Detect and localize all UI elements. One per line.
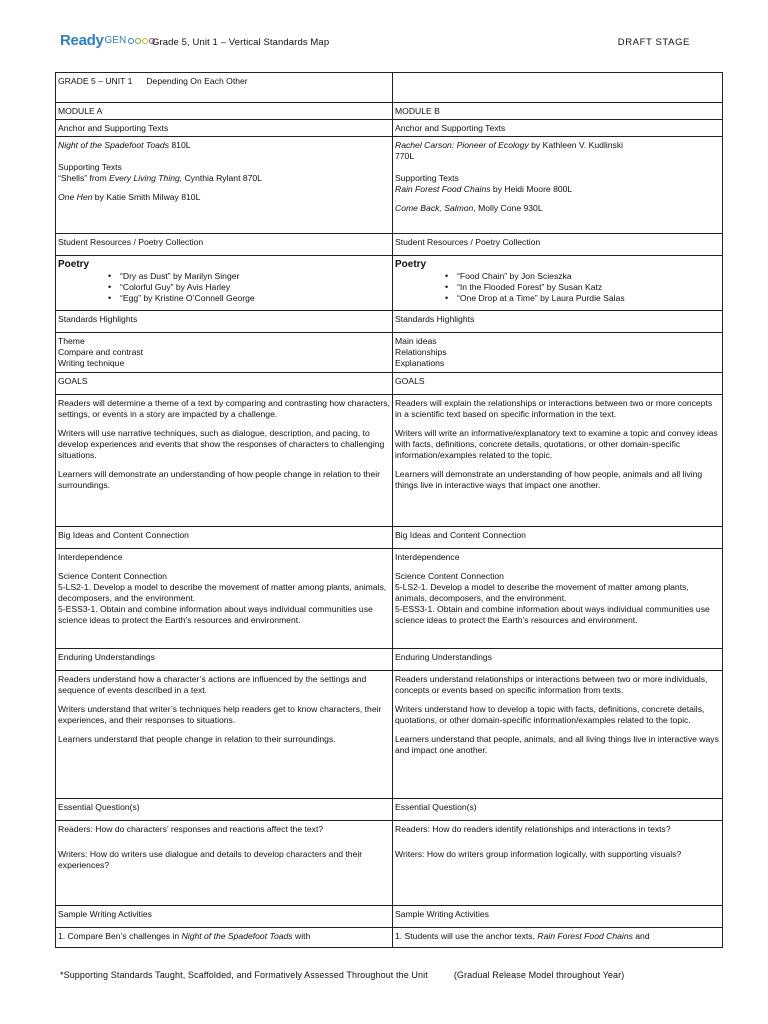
essential-question: Writers: How do writers use dialogue and details to develop characters and their experiences? xyxy=(58,849,363,870)
goals-a-cell xyxy=(56,395,393,527)
empty-cell xyxy=(393,73,723,103)
list-item: Relationships xyxy=(395,347,447,357)
text-suffix: by Katie Smith Milway 810L xyxy=(92,192,201,202)
text-prefix: “Shells” from xyxy=(58,173,110,183)
text-suffix: by Heidi Moore 800L xyxy=(490,184,573,194)
table-row xyxy=(56,73,723,103)
lexile-label: 810L xyxy=(169,140,191,150)
supporting-texts-label: Supporting Texts xyxy=(395,173,459,183)
poetry-a-cell xyxy=(56,256,393,311)
list-item: Main ideas xyxy=(395,336,437,346)
poetry-heading: Poetry xyxy=(395,259,427,270)
table-row xyxy=(56,120,723,137)
big-ideas-a-label: Big Ideas and Content Connection xyxy=(56,527,393,549)
text-prefix: 1. Compare Ben’s challenges in xyxy=(58,931,182,941)
understanding-paragraph: Readers understand how a character’s actions are influenced by the settings and sequence of events described in a text. xyxy=(58,674,367,695)
essential-b-label: Essential Question(s) xyxy=(393,799,723,821)
goal-paragraph: Writers will use narrative techniques, such as dialogue, description, and pacing, to develop experiences and events that show the responses of characters to challenging situations. xyxy=(58,428,385,460)
standard-ls: 5-LS2-1. Develop a model to describe the movement of matter among plants, animals, decomposers, and the environment. xyxy=(395,582,689,603)
big-idea: Interdependence xyxy=(58,552,123,562)
standard-ess: 5-ESS3-1. Obtain and combine information about ways individual communities use science ideas to protect the Earth’s resources and environment. xyxy=(395,604,710,625)
table-row xyxy=(56,333,723,373)
anchor-text-title: Night of the Spadefoot Toads xyxy=(58,140,170,150)
table-row xyxy=(56,928,723,948)
logo-dot-icon xyxy=(142,38,148,44)
grade-label: GRADE 5 – UNIT 1 xyxy=(58,76,133,86)
table-row xyxy=(56,799,723,821)
essential-a-cell xyxy=(56,821,393,906)
list-item: Writing technique xyxy=(58,358,125,368)
list-item: • “Dry as Dust” by Marilyn Singer xyxy=(120,271,390,282)
table-row xyxy=(56,906,723,928)
list-item: Theme xyxy=(58,336,85,346)
table-row xyxy=(56,373,723,395)
essential-a-label: Essential Question(s) xyxy=(56,799,393,821)
page-header xyxy=(0,0,768,60)
resources-a-label: Student Resources / Poetry Collection xyxy=(56,234,393,256)
table-row xyxy=(56,671,723,799)
writing-a-label: Sample Writing Activities xyxy=(56,906,393,928)
goal-paragraph: Learners will demonstrate an understanding of how people, animals and all living things live in interactive ways that impact one another. xyxy=(395,469,703,490)
page-footer xyxy=(60,970,624,980)
table-row xyxy=(56,311,723,333)
book-title: Rain Forest Food Chains xyxy=(537,931,633,941)
table-row xyxy=(56,234,723,256)
list-item: • “Colorful Guy” by Avis Harley xyxy=(120,282,390,293)
understanding-paragraph: Writers understand that writer’s techniques help readers get to know characters, their experiences, and their responses to situations. xyxy=(58,704,382,725)
standards-map-table xyxy=(55,72,723,948)
grade-unit-cell xyxy=(56,73,393,103)
understanding-paragraph: Readers understand relationships or interactions between two or more individuals, concepts or events based on specific information from texts. xyxy=(395,674,708,695)
table-row xyxy=(56,137,723,234)
big-idea: Interdependence xyxy=(395,552,460,562)
science-connection-label: Science Content Connection xyxy=(395,571,504,581)
essential-question: Readers: How do readers identify relationships and interactions in texts? xyxy=(395,824,671,834)
anchor-text-line xyxy=(395,140,720,151)
understanding-paragraph: Writers understand how to develop a topic with facts, definitions, concrete details, quotations, or other domain-specific information/examples related to the topic. xyxy=(395,704,705,725)
list-item: • “One Drop at a Time” by Laura Purdie Salas xyxy=(457,293,720,304)
readygen-logo xyxy=(60,32,156,48)
enduring-b-label: Enduring Understandings xyxy=(393,649,723,671)
book-title: Rain Forest Food Chains xyxy=(395,184,491,194)
text-suffix: by Kathleen V. Kudlinski xyxy=(528,140,624,150)
table-row xyxy=(56,527,723,549)
text-suffix: Cynthia Rylant 870L xyxy=(182,173,262,183)
goals-a-label: GOALS xyxy=(56,373,393,395)
goal-paragraph: Learners will demonstrate an understanding of how people change in relation to their surroundings. xyxy=(58,469,380,490)
big-ideas-b-label: Big Ideas and Content Connection xyxy=(393,527,723,549)
anchor-a-texts xyxy=(56,137,393,234)
essential-question: Readers: How do characters’ responses and reactions affect the text? xyxy=(58,824,324,834)
enduring-b-cell xyxy=(393,671,723,799)
standards-a-list xyxy=(56,333,393,373)
goal-paragraph: Readers will determine a theme of a text by comparing and contrasting how characters, settings, or events in a story are impacted by a challenge. xyxy=(58,398,390,419)
supporting-text-line xyxy=(395,184,720,195)
logo-dot-icon xyxy=(128,38,134,44)
standards-b-label: Standards Highlights xyxy=(393,311,723,333)
anchor-b-label: Anchor and Supporting Texts xyxy=(393,120,723,137)
science-connection-label: Science Content Connection xyxy=(58,571,167,581)
standard-ess: 5-ESS3-1. Obtain and combine information about ways individual communities use science ideas to protect the Earth’s resources and environment. xyxy=(58,604,373,625)
table-row xyxy=(56,549,723,649)
logo-gen-text: GEN xyxy=(104,35,127,46)
draft-stage-label: DRAFT STAGE xyxy=(617,37,690,48)
unit-title: Depending On Each Other xyxy=(146,76,248,86)
table-row xyxy=(56,649,723,671)
document-title: Grade 5, Unit 1 – Vertical Standards Map xyxy=(152,37,330,48)
list-item: • “Egg” by Kristine O’Connell George xyxy=(120,293,390,304)
resources-b-label: Student Resources / Poetry Collection xyxy=(393,234,723,256)
list-item: Compare and contrast xyxy=(58,347,144,357)
goal-paragraph: Readers will explain the relationships or interactions between two or more concepts in a scientific text based on specific information in the text. xyxy=(395,398,713,419)
anchor-b-texts xyxy=(393,137,723,234)
writing-b-label: Sample Writing Activities xyxy=(393,906,723,928)
enduring-a-cell xyxy=(56,671,393,799)
supporting-text-line xyxy=(58,192,390,203)
poetry-list xyxy=(58,271,390,304)
anchor-a-label: Anchor and Supporting Texts xyxy=(56,120,393,137)
text-suffix: and xyxy=(632,931,650,941)
supporting-text-line xyxy=(58,173,390,184)
goals-b-label: GOALS xyxy=(393,373,723,395)
text-prefix: 1. Students will use the anchor texts, xyxy=(395,931,538,941)
writing-b-cell xyxy=(393,928,723,948)
module-a-heading: MODULE A xyxy=(56,103,393,120)
book-title: Every Living Thing, xyxy=(109,173,183,183)
module-b-heading: MODULE B xyxy=(393,103,723,120)
table-row xyxy=(56,395,723,527)
list-item: • “Food Chain” by Jon Scieszka xyxy=(457,271,720,282)
essential-question: Writers: How do writers group information logically, with supporting visuals? xyxy=(395,849,682,859)
enduring-a-label: Enduring Understandings xyxy=(56,649,393,671)
list-item: Explanations xyxy=(395,358,445,368)
poetry-heading: Poetry xyxy=(58,259,90,270)
book-title: Night of the Spadefoot Toads xyxy=(181,931,293,941)
text-suffix: , Molly Cone 930L xyxy=(473,203,543,213)
standard-ls: 5-LS2-1. Develop a model to describe the movement of matter among plants, animals, decomposers, and the environment. xyxy=(58,582,387,603)
understanding-paragraph: Learners understand that people, animals, and all living things live in interactive ways and impact one another. xyxy=(395,734,719,755)
table-row xyxy=(56,103,723,120)
table-row xyxy=(56,821,723,906)
understanding-paragraph: Learners understand that people change in relation to their surroundings. xyxy=(58,734,336,744)
supporting-texts-label: Supporting Texts xyxy=(58,162,122,172)
standards-b-list xyxy=(393,333,723,373)
footer-note: *Supporting Standards Taught, Scaffolded, and Formatively Assessed Throughout the Unit xyxy=(60,970,428,980)
book-title: Come Back, Salmon xyxy=(395,203,474,213)
logo-dot-icon xyxy=(135,38,141,44)
lexile-label: 770L xyxy=(395,151,415,161)
writing-a-cell xyxy=(56,928,393,948)
footer-release-model: (Gradual Release Model throughout Year) xyxy=(453,970,625,980)
poetry-b-cell xyxy=(393,256,723,311)
anchor-text-line xyxy=(58,140,390,151)
standards-a-label: Standards Highlights xyxy=(56,311,393,333)
supporting-text-line xyxy=(395,203,720,214)
book-title: One Hen xyxy=(58,192,93,202)
table-row xyxy=(56,256,723,311)
poetry-list xyxy=(395,271,720,304)
essential-b-cell xyxy=(393,821,723,906)
text-suffix: with xyxy=(292,931,311,941)
anchor-text-title: Rachel Carson: Pioneer of Ecology xyxy=(395,140,529,150)
big-ideas-a-cell xyxy=(56,549,393,649)
goals-b-cell xyxy=(393,395,723,527)
goal-paragraph: Writers will write an informative/explanatory text to examine a topic and convey ideas with facts, definitions, concrete details, quotations, or other domain-specific information/examples related to the topic. xyxy=(395,428,718,460)
big-ideas-b-cell xyxy=(393,549,723,649)
logo-ready-text: Ready xyxy=(60,31,104,49)
list-item: • “In the Flooded Forest” by Susan Katz xyxy=(457,282,720,293)
